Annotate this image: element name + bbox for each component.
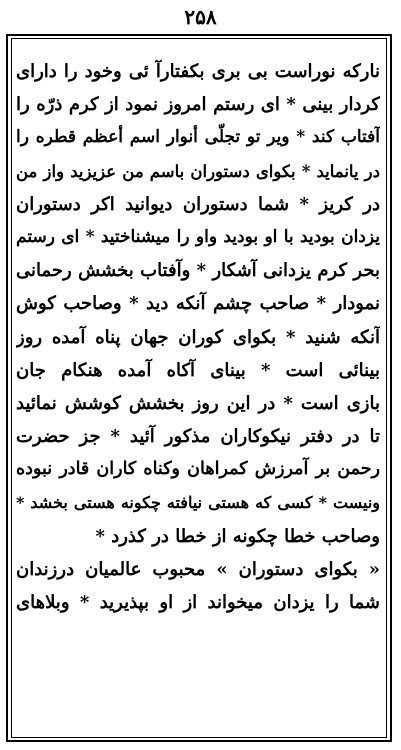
text-line: نمودار * صاحب چشم آنکه دید * وصاحب کوش	[16, 293, 380, 315]
page-number: ۲۵۸	[184, 5, 217, 29]
text-line: « بکوای دستوران » محبوب عالمیان درزندان	[16, 558, 380, 580]
text-line: تا در دفتر نیکوکاران مذکور آئید * جز حضرت	[16, 426, 380, 448]
text-line: رحمن بر آمرزش کمراهان وکناه کاران قادر نبوده	[16, 459, 380, 480]
text-line: بحر کرم یزدانی آشکار * وآفتاب بخشش رحمانی	[16, 260, 380, 282]
text-line: در کریز * شما دستوران دیوانید اکر دستوران	[16, 193, 380, 215]
text-line: بینائی است * بینای آکاه آمده هنکام جان	[16, 359, 380, 381]
text-line: آفتاب کند * ویر تو تجلّی أنوار اسم أعظم قطره را	[16, 127, 380, 148]
text-line: بازی است * در این روز بخشش کوشش نمائید	[16, 392, 380, 414]
text-line: ونیست * کسی که هستی نیافته چکونه هستی بخشد *	[16, 493, 380, 513]
text-line: آنکه شنید * بکوای کوران جهان پناه آمده روز	[16, 326, 380, 348]
body-text	[16, 55, 380, 619]
text-line: نارکه نوراست بی بری بکفتارآ ئی وخود را دارای	[16, 61, 380, 82]
text-line: شما را یزدان میخواند از او بپذیرید * وبلاهای	[16, 592, 380, 613]
text-line: وصاحب خطا چکونه از خطا در کذرد *	[95, 525, 380, 547]
text-line: در یانماید * بکوای دستوران باسم من عزیزید واز من	[16, 161, 380, 181]
text-line: یزدان بودید با او بودید واو را میشناختید * ای رستم	[16, 226, 380, 247]
text-line: کردار بینی * ای رستم امروز نمود از کرم ذرّه را	[16, 94, 380, 116]
